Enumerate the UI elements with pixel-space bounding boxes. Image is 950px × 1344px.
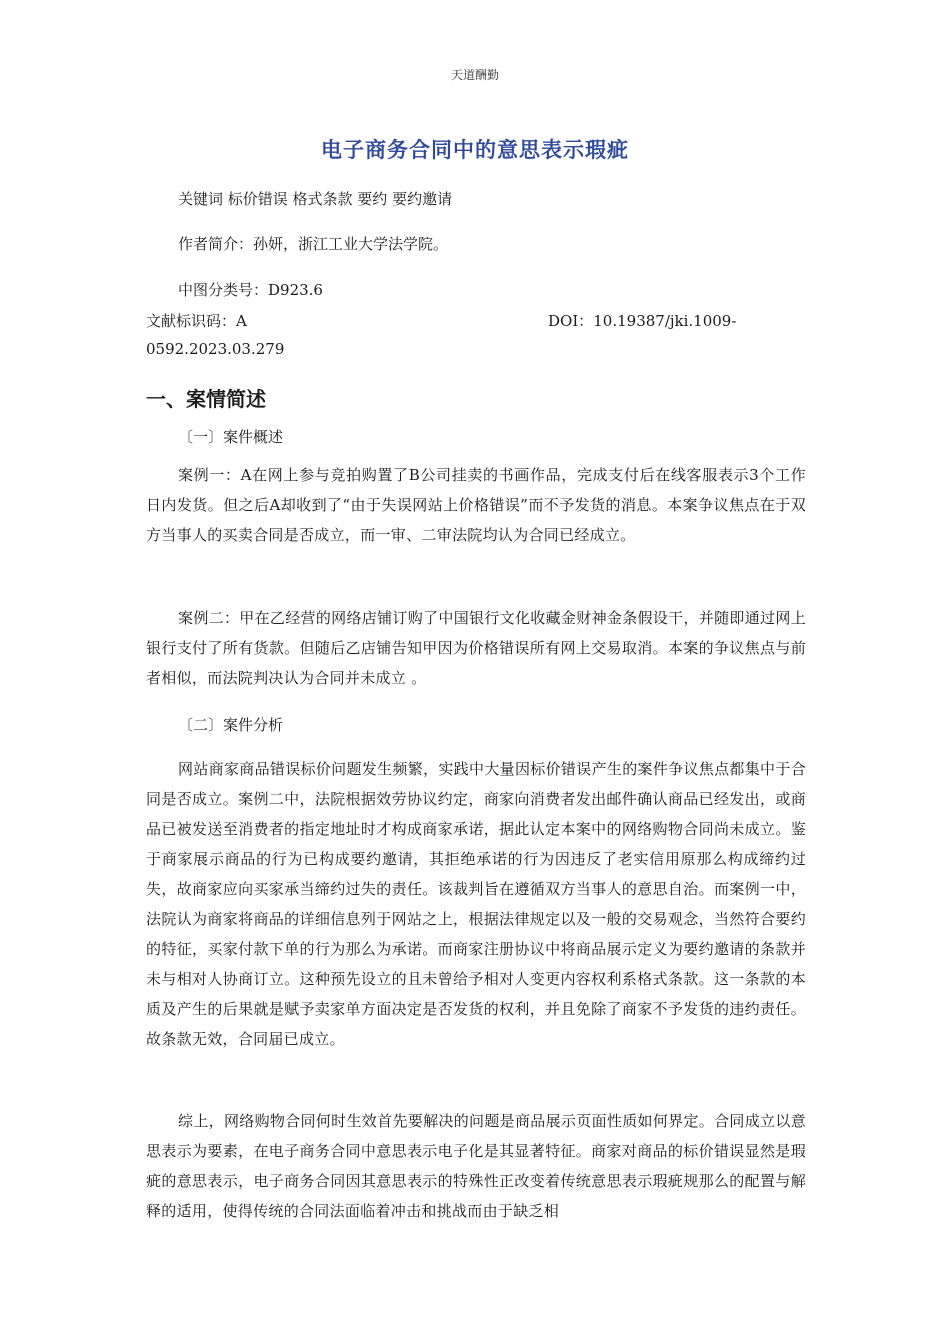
doi-line: DOI：10.19387/jki.1009- [548, 312, 737, 330]
paragraph-analysis: 网站商家商品错误标价问题发生频繁，实践中大量因标价错误产生的案件争议焦点都集中于合同是否成立。案例二中，法院根据效劳协议约定，商家向消费者发出邮件确认商品已经发出，或商品已被发送至消费者的指定地址时才构成商家承诺，据此认定本案中的网络购物合同尚未成立。鉴于商家展示商品的行为已构成要约邀请，其拒绝承诺的行为因违反了老实信用原那么构成缔约过失，故商家应向买家承当缔约过失的责任。该裁判旨在遵循双方当事人的意思自治。而案例一中，法院认为商家将商品的详细信息列于网站之上，根据法律规定以及一般的交易观念，当然符合要约的特征，买家付款下单的行为那么为承诺。而商家注册协议中将商品展示定义为要约邀请的条款并未与相对人协商订立。这种预先设立的且未曾给予相对人变更内容权利系格式条款。这一条款的本质及产生的后果就是赋予卖家单方面决定是否发货的权利，并且免除了商家不予发货的违约责任。故条款无效，合同届已成立。 [146, 760, 806, 1048]
subsection-heading-overview: 〔一〕案件概述 [178, 428, 284, 446]
keywords-line: 关键词 标价错误 格式条款 要约 要约邀请 [178, 190, 453, 208]
doi-continuation: 0592.2023.03.279 [146, 340, 285, 358]
paragraph-summary: 综上，网络购物合同何时生效首先要解决的问题是商品展示页面性质如何界定。合同成立以意思表示为要素，在电子商务合同中意思表示电子化是其显著特征。商家对商品的标价错误显然是瑕疵的意思表示，电子商务合同因其意思表示的特殊性正改变着传统意思表示瑕疵规那么的配置与解释的适用，使得传统的合同法面临着冲击和挑战而由于缺乏相 [146, 1112, 806, 1220]
paragraph-case-two: 案例二：甲在乙经营的网络店铺订购了中国银行文化收藏金财神金条假设干，并随即通过网上银行支付了所有货款。但随后乙店铺告知甲因为价格错误所有网上交易取消。本案的争议焦点与前者相似，而法院判决认为合同并未成立 。 [146, 609, 806, 687]
section-heading: 一、案情简述 [146, 387, 266, 411]
doc-code-line: 文献标识码：A [146, 312, 247, 330]
author-line: 作者简介：孙妍，浙江工业大学法学院。 [178, 235, 449, 253]
article-title: 电子商务合同中的意思表示瑕疵 [321, 138, 629, 162]
subsection-heading-analysis: 〔二〕案件分析 [178, 716, 284, 734]
clc-line: 中图分类号：D923.6 [178, 281, 323, 299]
paragraph-case-one: 案例一：A在网上参与竞拍购置了B公司挂卖的书画作品，完成支付后在线客服表示3个工作日内发货。但之后A却收到了“由于失误网站上价格错误”而不予发货的消息。本案争议焦点在于双方当事人的买卖合同是否成立，而一审、二审法院均认为合同已经成立。 [146, 466, 806, 544]
running-header: 天道酬勤 [450, 68, 499, 82]
